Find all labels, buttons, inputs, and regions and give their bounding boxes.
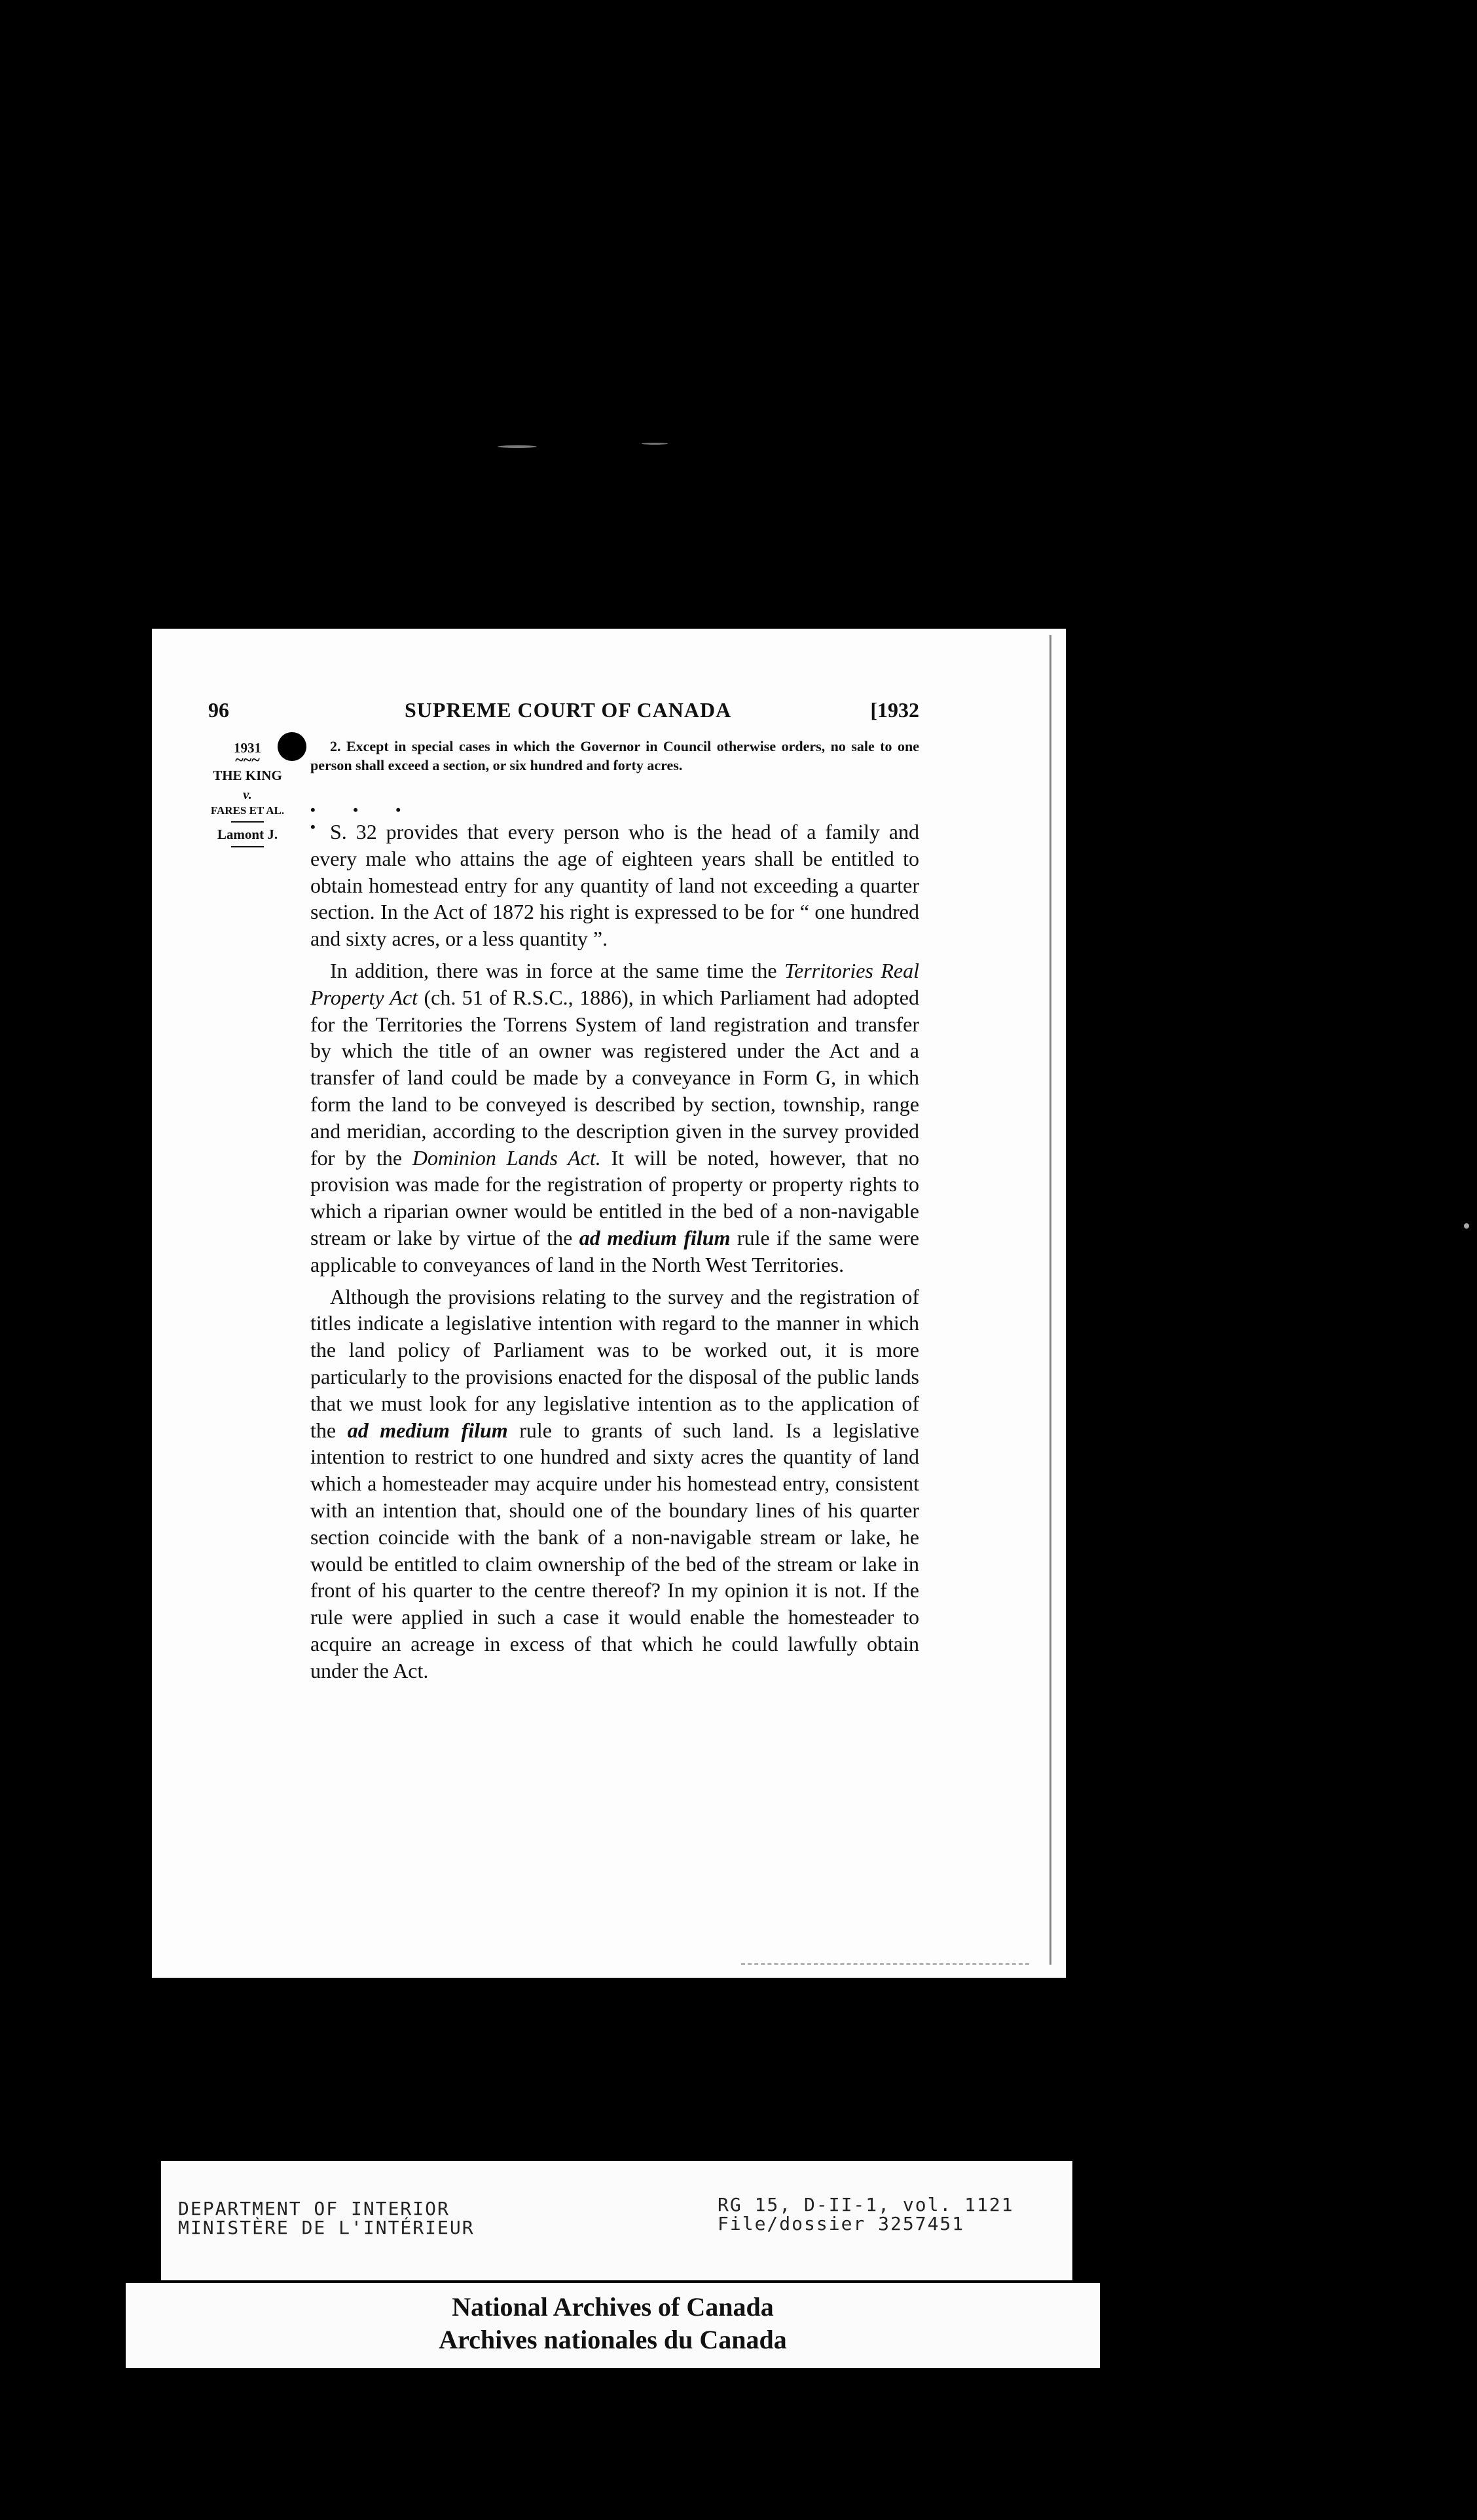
paragraph-2-text-d: rule if the same were applicable to conveyances of land in the North West Territories. — [310, 1225, 920, 1276]
paragraph-2 — [310, 957, 919, 1278]
statute-text: 2. Except in special cases in which the Governor in Council otherwise orders, no sale to one person shall exceed a section, or six hundred and forty acres. — [310, 738, 919, 773]
statute-name-italic: Territories Real Property Act — [310, 958, 920, 1009]
paragraph-2-text-a: In addition, there was in force at the same time the — [330, 958, 785, 982]
page-header — [208, 698, 919, 727]
paragraph-2-text-b: (ch. 51 of R.S.C., 1886), in which Parliament had adopted for the Territories the Torrens System of land registration and transfer by which the title of an owner was registered under the Act and a transfer of land could be made by a conveyance in Form G, in which form the land to be conveyed is described by section, township, range and meridian, according to the description given in the survey provided for by the — [310, 985, 920, 1170]
department-english: DEPARTMENT OF INTERIOR — [178, 2198, 450, 2219]
judgment-body — [310, 819, 919, 1690]
paragraph-3 — [310, 1284, 919, 1684]
case-margin-note — [208, 739, 287, 850]
paragraph-3-text-a: Although the provisions relating to the survey and the registration of titles indicate a legislative intention with regard to the manner in which the land policy of Parliament was to be worked out, it is more particularly to the provisions enacted for the disposal of the public lands that we must look for any legislative intention as to the application of the — [310, 1284, 919, 1442]
latin-term-italic: ad medium filum — [347, 1418, 508, 1442]
department-names — [178, 2199, 475, 2238]
paragraph-2-text-c: It will be noted, however, that no provision was made for the registration of property or property rights to which a riparian owner would be entitled in the bed of a non-navigable stream or lake by virtue of the — [310, 1145, 920, 1250]
scan-speck — [642, 443, 668, 445]
margin-rule — [231, 846, 264, 847]
paragraph-1: S. 32 provides that every person who is the head of a family and every male who attains the age of eighteen years shall be entitled to obtain homestead entry for any quantity of land not exceeding a quarter section. In the Act of 1872 his right is expressed to be for “ one hundred and sixty acres, or a less quantity ”. — [310, 820, 919, 951]
margin-judge: Lamont J. — [217, 826, 278, 842]
margin-party-1: THE KING — [213, 768, 282, 784]
margin-party-2: FARES ET AL. — [210, 804, 285, 817]
margin-tilde: ~~~ — [235, 752, 260, 769]
ellipsis-dots: • • • • — [310, 802, 418, 835]
margin-rule — [231, 821, 264, 823]
running-title: SUPREME COURT OF CANADA — [405, 698, 732, 722]
margin-versus: v. — [243, 786, 252, 802]
document-page — [152, 629, 1066, 1978]
scan-speck — [1464, 1223, 1469, 1229]
margin-year: 1931 — [234, 740, 261, 756]
archives-name-french: Archives nationales du Canada — [439, 2325, 787, 2354]
archives-banner — [126, 2283, 1100, 2368]
latin-term-italic: ad medium filum — [579, 1225, 731, 1250]
report-year: [1932 — [870, 698, 919, 722]
paragraph-3-text-b: rule to grants of such land. Is a legislative intention to restrict to one hundred and sixty acres the quantity of land which a homesteader may acquire under his homestead entry, consistent with an intention that, should one of the boundary lines of his quarter section coincide with the bank of a non-navigable stream or lake, he would be entitled to claim ownership of the bed of the stream or lake in front of his quarter to the centre thereof? In my opinion it is not. If the rule were applied in such a case it would enable the homesteader to acquire an acreage in excess of that which he could lawfully obtain under the Act. — [310, 1418, 920, 1682]
file-reference — [718, 2195, 1014, 2234]
scan-edge-dashes — [741, 1963, 1029, 1966]
department-french: MINISTÈRE DE L'INTÉRIEUR — [178, 2217, 475, 2239]
page-number: 96 — [208, 698, 229, 722]
archives-name-english: National Archives of Canada — [452, 2292, 774, 2322]
statute-quote — [310, 737, 919, 775]
record-group-ref: RG 15, D-II-1, vol. 1121 — [718, 2194, 1014, 2215]
statute-name-italic: Dominion Lands Act. — [412, 1145, 601, 1170]
page-edge — [1049, 635, 1051, 1965]
file-number: File/dossier 3257451 — [718, 2213, 965, 2235]
scan-speck — [498, 445, 537, 448]
archive-reference-label — [161, 2161, 1072, 2280]
